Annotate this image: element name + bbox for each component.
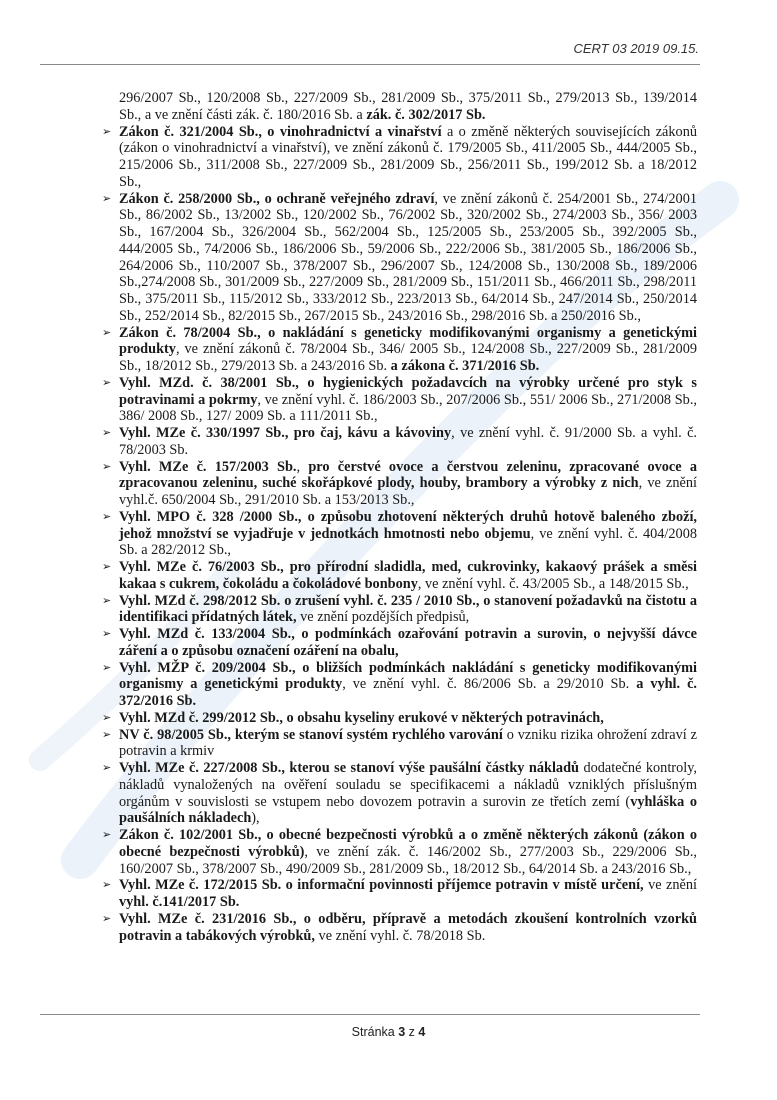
footer-rule [40, 1014, 700, 1015]
text-run: ve znění vyhl. č. 78/2018 Sb. [314, 927, 486, 944]
legislation-list [103, 90, 697, 944]
text-run: ve znění pozdějších předpisů, [296, 609, 470, 626]
bold-text: Vyhl. MZd. č. 38/2001 Sb., o hygienických požadavcích na výrobky určené pro styk s potravinami a pokrmy [119, 374, 697, 408]
list-item [103, 559, 697, 593]
bold-text: Vyhl. MZe č. 157/2003 Sb. [119, 458, 297, 475]
arrow-bullet-icon: ➢ [102, 710, 112, 724]
bold-text: NV č. 98/2005 Sb., kterým se stanoví systém rychlého varování [119, 726, 503, 743]
text-run: , ve znění vyhl.č. 650/2004 Sb., 291/2010 Sb. a 153/2013 Sb., [119, 475, 697, 508]
arrow-bullet-icon: ➢ [102, 509, 112, 523]
list-item [103, 626, 697, 660]
list-item [103, 877, 697, 911]
arrow-bullet-icon: ➢ [102, 878, 112, 892]
bold-text: Vyhl. MZe č. 76/2003 Sb., pro přírodní sladidla, med, cukrovinky, kakaový prášek a směsi kakaa s cukrem, čokoládu a čokoládové bonbony [119, 559, 697, 592]
arrow-bullet-icon: ➢ [102, 828, 112, 841]
list-item [103, 593, 697, 627]
text-run: a o změně některých souvisejících zákonů (zákon o vinohradnictví a vinařství), ve znění zákonů č. 179/2005 Sb., 411/2005 Sb., 444/2005 Sb., 215/2006 Sb., 311/2008 Sb., 227/2009 Sb., 281/2009 Sb., 256/2011 Sb., 199/2012 Sb. a 18/2012 Sb., [119, 123, 697, 190]
list-item [103, 191, 697, 325]
document-code: CERT 03 2019 09.15. [573, 41, 699, 56]
current-page: 3 [398, 1025, 406, 1039]
list-item [103, 375, 697, 425]
arrow-bullet-icon: ➢ [102, 191, 112, 205]
bold-text: Zákon č. 258/2000 Sb., o ochraně veřejného zdraví [119, 190, 435, 207]
bold-text: Zákon č. 321/2004 Sb., o vinohradnictví a vinařství [119, 123, 442, 140]
arrow-bullet-icon: ➢ [102, 761, 112, 774]
bold-text: a vyhl. č. 372/2016 Sb. [119, 676, 697, 709]
bold-text: Vyhl. MZe č. 227/2008 Sb., kterou se stanoví výše paušální částky nákladů [119, 760, 579, 776]
page-label: Stránka [351, 1025, 399, 1039]
arrow-bullet-icon: ➢ [102, 660, 112, 674]
bold-text: Zákon č. 78/2004 Sb., o nakládání s geneticky modifikovanými organismy a genetickými produkty [119, 324, 697, 358]
list-item [103, 911, 697, 945]
total-pages: 4 [418, 1025, 426, 1039]
text-run: , ve znění vyhl. č. 404/2008 Sb. a 282/2012 Sb., [119, 525, 697, 559]
text-run: o vzniku rizika ohrožení zdraví z potravin a krmiv [119, 726, 697, 760]
list-item [103, 459, 697, 509]
header-rule [40, 64, 700, 65]
arrow-bullet-icon: ➢ [102, 727, 112, 741]
bold-text: a zákona č. 371/2016 Sb. [387, 358, 540, 374]
arrow-bullet-icon: ➢ [102, 459, 112, 473]
bold-text: Vyhl. MZd č. 299/2012 Sb., o obsahu kyseliny erukové v některých potravinách, [119, 709, 604, 726]
arrow-bullet-icon: ➢ [102, 560, 112, 573]
list-item [103, 124, 697, 191]
text-run: , ve znění vyhl. č. 43/2005 Sb., a 148/2015 Sb., [417, 575, 689, 592]
bold-text: vyhláška o paušálních nákladech [119, 793, 697, 827]
arrow-bullet-icon: ➢ [102, 593, 112, 607]
bold-text: Zákon č. 102/2001 Sb., o obecné bezpečnosti výrobků a o změně některých zákonů (zákon o obecné bezpečnosti výrobků) [119, 827, 697, 860]
arrow-bullet-icon: ➢ [102, 325, 112, 339]
text-run: dodatečné kontroly, nákladů vynaložených na ověření souladu se specifikacemi a nákladů vzniklých příslušným orgánům v souvislosti se vstupem nebo dovozem potravin a surovin ze třetích zemí ( [119, 760, 697, 810]
page-sep: z [405, 1025, 419, 1039]
list-item [103, 660, 697, 710]
text-run: 296/2007 Sb., 120/2008 Sb., 227/2009 Sb., 281/2009 Sb., 375/2011 Sb., 279/2013 Sb., 139/2014 Sb., a ve znění části zák. č. 180/2016 Sb. a [119, 90, 697, 123]
bold-text: Vyhl. MPO č. 328 /2000 Sb., o způsobu zhotovení některých druhů hotově baleného zboží, jehož množství se vyjadřuje v jednotkách hmotnosti nebo objemu [119, 508, 697, 542]
text-run: ), [251, 810, 260, 827]
arrow-bullet-icon: ➢ [102, 375, 112, 389]
list-item [103, 325, 697, 375]
list-item [103, 509, 697, 559]
bold-text: Vyhl. MZd č. 133/2004 Sb., o podmínkách ozařování potravin a surovin, o nejvyšší dávce záření a o způsobu označení ozáření na obalu, [119, 626, 697, 659]
bold-text: Vyhl. MŽP č. 209/2004 Sb., o bližších podmínkách nakládání s geneticky modifikovanými organismy a genetickými produkty [119, 659, 697, 693]
text-run: , ve znění vyhl. č. 86/2006 Sb. a 29/2010 Sb. [342, 676, 630, 693]
list-item [103, 827, 697, 877]
intro-paragraph [119, 90, 697, 124]
list-item [103, 727, 697, 761]
page-number [0, 1025, 777, 1039]
bold-text: zák. č. 302/2017 Sb. [366, 106, 486, 123]
text-run: , ve znění zák. č. 146/2002 Sb., 277/2003 Sb., 229/2006 Sb., 160/2007 Sb., 378/2007 Sb., 490/2009 Sb., 281/2009 Sb., 18/2012 Sb., 64/2014 Sb. a 243/2016 Sb., [119, 843, 697, 877]
list-item [103, 710, 697, 727]
text-run: , ve znění vyhl. č. 91/2000 Sb. a vyhl. č. 78/2003 Sb. [119, 425, 698, 458]
bold-text: Vyhl. MZe č. 231/2016 Sb., o odběru, přípravě a metodách zkoušení kontrolních vzorků potravin a tabákových výrobků, [119, 910, 697, 944]
bold-text: pro čerstvé ovoce a čerstvou zeleninu, zpracované ovoce a zpracovanou zeleninu, suché skořápkové plody, houby, brambory a výrobky z nich [119, 458, 697, 492]
arrow-bullet-icon: ➢ [102, 627, 112, 640]
arrow-bullet-icon: ➢ [102, 911, 112, 925]
list-item [103, 760, 697, 827]
text-run: ve znění [643, 877, 697, 894]
text-run: , ve znění zákonů č. 78/2004 Sb., 346/ 2005 Sb., 124/2008 Sb., 227/2009 Sb., 281/2009 Sb., 18/2012 Sb., 279/2013 Sb. a 243/2016 Sb. [119, 341, 697, 374]
text-run: , ve znění zákonů č. 254/2001 Sb., 274/2001 Sb., 86/2002 Sb., 13/2002 Sb., 120/2002 Sb., 76/2002 Sb., 320/2002 Sb., 274/2003 Sb., 356/ 2003 Sb., 167/2004 Sb., 326/2004 Sb., 562/2004 Sb., 125/2005 Sb., 253/2005 Sb., 392/2005 Sb., 444/2005 Sb., 74/2006 Sb., 186/2006 Sb., 59/2006 Sb., 222/2006 Sb., 381/2005 Sb., 186/2006 Sb., 264/2006 Sb., 110/2007 Sb., 378/2007 Sb., 296/2007 Sb., 124/2008 Sb., 130/2008 Sb., 189/2006 Sb.,274/2008 Sb., 301/2009 Sb., 227/2009 Sb., 281/2009 Sb., 151/2011 Sb., 466/2011 Sb., 298/2011 Sb., 375/2011 Sb., 115/2012 Sb., 333/2012 Sb., 223/2013 Sb., 64/2014 Sb., 247/2014 Sb., 250/2014 Sb., 252/2014 Sb., 82/2015 Sb., 267/2015 Sb., 243/2016 Sb., 298/2016 Sb. a 250/2016 Sb., [119, 190, 697, 324]
list-item [103, 425, 697, 459]
text-run: , ve znění vyhl. č. 186/2003 Sb., 207/2006 Sb., 551/ 2006 Sb., 271/2008 Sb., 386/ 2008 Sb., 127/ 2009 Sb. a 111/2011 Sb., [119, 391, 697, 425]
bold-text: Vyhl. MZe č. 172/2015 Sb. o informační povinnosti příjemce potravin v místě určení, [119, 877, 644, 894]
bold-text: Vyhl. MZe č. 330/1997 Sb., pro čaj, kávu a kávoviny [119, 425, 452, 441]
text-run: , [296, 458, 309, 475]
arrow-bullet-icon: ➢ [102, 124, 112, 138]
bold-text: vyhl. č.141/2017 Sb. [119, 894, 240, 910]
arrow-bullet-icon: ➢ [102, 426, 112, 439]
bold-text: Vyhl. MZd č. 298/2012 Sb. o zrušení vyhl. č. 235 / 2010 Sb., o stanovení požadavků na čistotu a identifikaci přídatných látek, [119, 592, 697, 626]
